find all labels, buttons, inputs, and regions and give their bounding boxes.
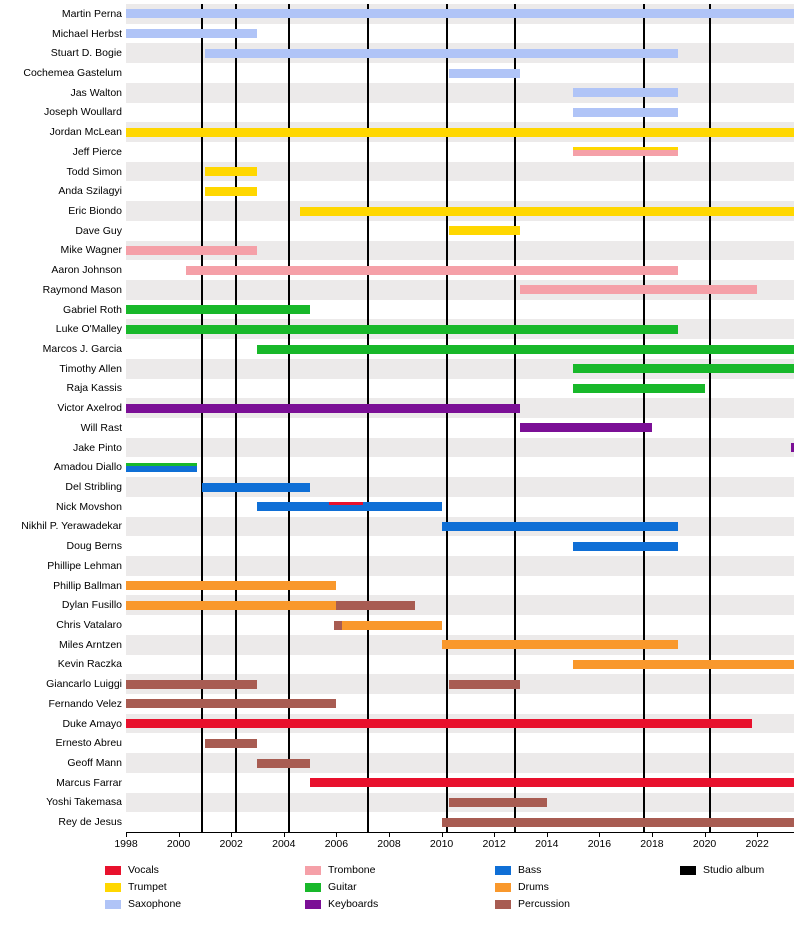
timeline-bar <box>205 167 258 176</box>
timeline-row-band <box>126 536 794 556</box>
timeline-bar <box>442 640 679 649</box>
member-name-label: Jake Pinto <box>72 441 122 454</box>
timeline-bar <box>573 88 678 97</box>
timeline-bar <box>336 601 415 610</box>
legend-label: Trombone <box>328 864 376 876</box>
member-name-label: Giancarlo Luiggi <box>46 678 122 691</box>
legend-item <box>105 864 159 876</box>
legend-item <box>305 881 357 893</box>
timeline-bar <box>126 9 794 18</box>
x-axis-tick-label: 2010 <box>429 838 454 850</box>
timeline-bar <box>126 581 336 590</box>
x-axis-tick-label: 2006 <box>324 838 349 850</box>
x-axis-tick <box>757 832 758 837</box>
member-name-label: Kevin Raczka <box>57 658 122 671</box>
timeline-bar <box>573 108 678 117</box>
legend-swatch <box>105 883 121 892</box>
legend-swatch <box>495 900 511 909</box>
member-name-label: Amadou Diallo <box>53 461 122 474</box>
legend-label: Trumpet <box>128 881 167 893</box>
timeline-bar <box>126 29 257 38</box>
legend-swatch <box>680 866 696 875</box>
member-name-label: Eric Biondo <box>68 205 122 217</box>
timeline-row-band <box>126 83 794 103</box>
timeline-bar <box>449 226 520 235</box>
timeline-row-band <box>126 438 794 458</box>
x-axis-tick-label: 2000 <box>166 838 191 850</box>
timeline-bar <box>126 404 520 413</box>
legend-item <box>105 881 167 893</box>
timeline-bar <box>791 443 794 452</box>
x-axis-tick <box>126 832 127 837</box>
x-axis-tick-label: 2012 <box>482 838 506 850</box>
timeline-row-band <box>126 418 794 438</box>
member-name-label: Del Stribling <box>65 481 122 493</box>
x-axis-tick-label: 2004 <box>272 838 296 850</box>
legend-label: Vocals <box>128 864 159 876</box>
legend-item <box>680 864 764 876</box>
timeline-bar <box>205 187 258 196</box>
member-name-label: Aaron Johnson <box>51 264 122 277</box>
legend-item <box>105 898 181 910</box>
legend-swatch <box>305 866 321 875</box>
legend-item <box>495 898 570 910</box>
x-axis-tick <box>336 832 337 837</box>
timeline-bar <box>520 423 651 432</box>
member-name-label: Rey de Jesus <box>58 816 122 829</box>
x-axis-tick <box>442 832 443 837</box>
x-axis-tick <box>231 832 232 837</box>
timeline-bar <box>300 207 794 216</box>
timeline-bar <box>449 798 546 807</box>
legend-label: Studio album <box>703 864 765 876</box>
member-name-label: Marcus Farrar <box>56 776 122 789</box>
timeline-bar <box>126 601 336 610</box>
legend-label: Saxophone <box>128 898 182 910</box>
member-name-label: Phillip Ballman <box>53 579 122 592</box>
legend-label: Drums <box>518 881 549 893</box>
timeline-bar <box>573 384 704 393</box>
legend-swatch <box>105 900 121 909</box>
timeline-plot-area <box>126 4 794 832</box>
legend-swatch <box>305 900 321 909</box>
legend-item <box>305 864 375 876</box>
x-axis-tick <box>599 832 600 837</box>
member-name-label: Raja Kassis <box>66 382 122 395</box>
legend-label: Keyboards <box>328 898 379 910</box>
member-name-label: Chris Vatalaro <box>56 619 122 631</box>
member-name-label: Doug Berns <box>66 540 122 553</box>
legend-swatch <box>495 866 511 875</box>
timeline-bar <box>126 128 794 137</box>
legend-swatch <box>105 866 121 875</box>
x-axis-tick <box>389 832 390 837</box>
member-name-label: Joseph Woullard <box>43 106 122 119</box>
timeline-row-band <box>126 753 794 773</box>
member-name-label: Gabriel Roth <box>63 303 122 316</box>
member-name-label: Martin Perna <box>61 7 122 20</box>
member-name-label: Fernando Velez <box>48 697 122 710</box>
member-label-column <box>0 4 122 832</box>
timeline-bar <box>573 364 794 373</box>
x-axis-tick-label: 2018 <box>640 838 664 850</box>
timeline-row-band <box>126 615 794 635</box>
member-name-label: Cochemea Gastelum <box>23 67 122 79</box>
x-axis-tick-label: 2002 <box>219 838 243 850</box>
member-name-label: Mike Wagner <box>60 244 122 257</box>
timeline-bar <box>126 680 257 689</box>
timeline-row-band <box>126 457 794 477</box>
member-name-label: Stuart D. Bogie <box>50 47 122 60</box>
timeline-bar <box>126 325 678 334</box>
timeline-bar <box>573 147 678 150</box>
legend-label: Guitar <box>328 881 357 893</box>
timeline-bar <box>257 345 794 354</box>
timeline-bar <box>449 680 520 689</box>
x-axis-tick <box>705 832 706 837</box>
timeline-bar <box>205 739 258 748</box>
member-name-label: Phillipe Lehman <box>47 559 122 572</box>
member-name-label: Nikhil P. Yerawadekar <box>21 520 122 533</box>
timeline-row-band <box>126 497 794 517</box>
timeline-bar <box>573 542 678 551</box>
timeline-bar <box>336 621 441 630</box>
member-name-label: Timothy Allen <box>59 362 122 375</box>
x-axis-tick <box>179 832 180 837</box>
x-axis-tick <box>652 832 653 837</box>
x-axis-tick <box>494 832 495 837</box>
legend-label: Bass <box>518 864 542 876</box>
timeline-bar <box>186 266 678 275</box>
timeline-row-band <box>126 142 794 162</box>
timeline-bar <box>126 305 310 314</box>
member-name-label: Jeff Pierce <box>72 145 122 158</box>
legend-swatch <box>495 883 511 892</box>
x-axis-tick-label: 1998 <box>114 838 138 850</box>
member-name-label: Nick Movshon <box>56 500 122 513</box>
timeline-bar <box>126 719 752 728</box>
member-name-label: Miles Arntzen <box>58 638 122 651</box>
member-name-label: Michael Herbst <box>51 27 122 40</box>
member-name-label: Geoff Mann <box>67 757 122 769</box>
member-name-label: Raymond Mason <box>42 283 122 296</box>
member-name-label: Luke O'Malley <box>55 323 122 336</box>
x-axis-tick-label: 2008 <box>377 838 401 850</box>
x-axis <box>114 832 794 854</box>
x-axis-tick-label: 2014 <box>535 838 559 850</box>
timeline-bar <box>310 778 794 787</box>
x-axis-line <box>126 832 794 833</box>
legend-item <box>305 898 378 910</box>
legend-label: Percussion <box>518 898 570 910</box>
timeline-bar <box>573 660 794 669</box>
x-axis-tick-label: 2016 <box>587 838 612 850</box>
legend-item <box>495 864 541 876</box>
member-name-label: Victor Axelrod <box>57 402 122 415</box>
timeline-bar <box>334 621 342 630</box>
chart-legend <box>100 864 800 922</box>
timeline-bar <box>126 463 197 466</box>
timeline-row-band <box>126 103 794 123</box>
legend-swatch <box>305 883 321 892</box>
timeline-bar <box>329 502 363 505</box>
timeline-bar <box>257 759 310 768</box>
member-name-label: Jordan McLean <box>49 126 122 139</box>
x-axis-tick-label: 2022 <box>745 838 769 850</box>
member-name-label: Anda Szilagyi <box>58 185 122 198</box>
timeline-bar <box>449 69 520 78</box>
member-name-label: Dave Guy <box>75 224 122 237</box>
x-axis-tick <box>284 832 285 837</box>
member-name-label: Will Rast <box>80 421 122 434</box>
timeline-bar <box>126 699 336 708</box>
timeline-bar <box>442 522 679 531</box>
member-name-label: Marcos J. Garcia <box>42 343 122 355</box>
timeline-bar <box>202 483 310 492</box>
timeline-row-band <box>126 556 794 576</box>
member-name-label: Jas Walton <box>70 86 122 99</box>
x-axis-tick-label: 2020 <box>692 838 717 850</box>
member-name-label: Yoshi Takemasa <box>46 796 122 809</box>
x-axis-tick <box>547 832 548 837</box>
timeline-bar <box>126 246 257 255</box>
member-name-label: Ernesto Abreu <box>55 737 122 750</box>
timeline-bar <box>442 818 794 827</box>
member-name-label: Todd Simon <box>66 165 122 178</box>
member-name-label: Duke Amayo <box>62 717 122 730</box>
timeline-bar <box>205 49 678 58</box>
legend-item <box>495 881 549 893</box>
member-name-label: Dylan Fusillo <box>61 599 122 612</box>
timeline-bar <box>520 285 757 294</box>
